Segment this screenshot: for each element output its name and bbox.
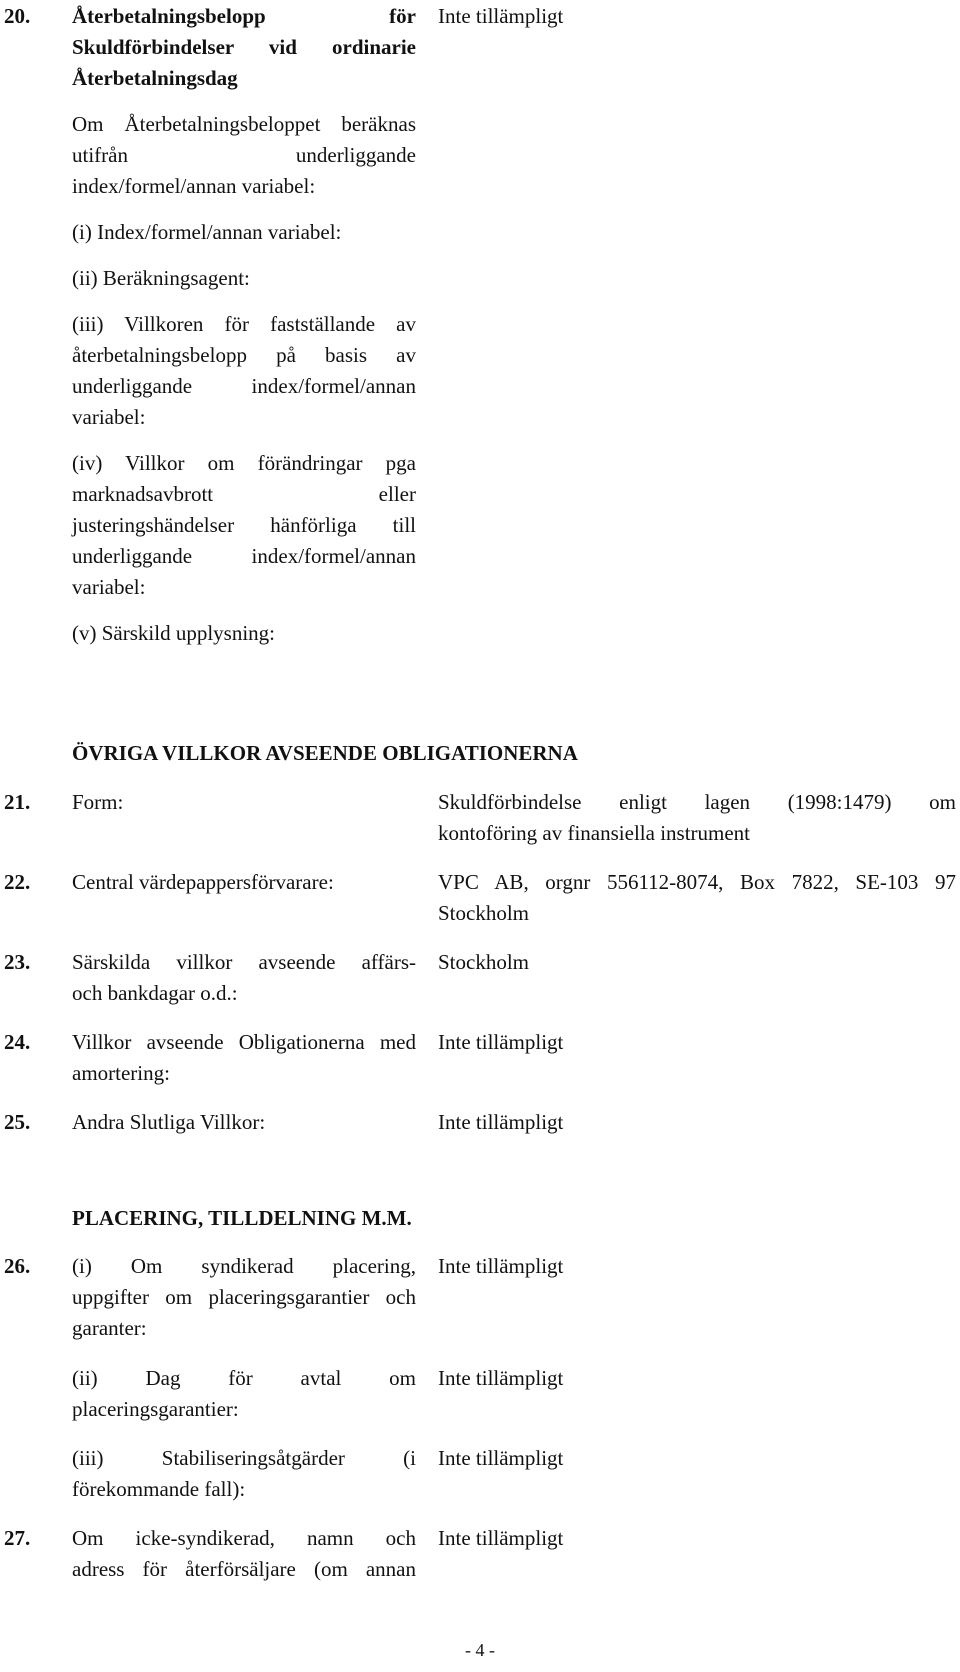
item-20-sub-iii-line-4: variabel:	[72, 405, 146, 429]
item-20-intro-line-1: Om Återbetalningsbeloppet beräknas	[72, 112, 416, 136]
item-27-number: 27.	[4, 1526, 31, 1550]
item-21-value-line-2: kontoföring av finansiella instrument	[438, 821, 751, 845]
item-27-value: Inte tillämpligt	[438, 1526, 564, 1550]
item-26-sub-i-line-1: (i) Om syndikerad placering,	[72, 1254, 416, 1278]
item-26-sub-i-line-2: uppgifter om placeringsgarantier och	[72, 1285, 416, 1309]
item-20-sub-iv-line-2: marknadsavbrott eller	[72, 482, 416, 506]
item-26-sub-iii-line-1: (iii) Stabiliseringsåtgärder (i	[72, 1446, 416, 1470]
item-20-intro-line-3: index/formel/annan variabel:	[72, 174, 316, 198]
item-26-sub-i-value: Inte tillämpligt	[438, 1254, 564, 1278]
item-21-number: 21.	[4, 790, 31, 814]
item-25-label: Andra Slutliga Villkor:	[72, 1110, 266, 1134]
item-20-intro-line-2: utifrån underliggande	[72, 143, 416, 167]
item-24-label-line-2: amortering:	[72, 1061, 170, 1085]
item-20-sub-iv-line-3: justeringshändelser hänförliga till	[72, 513, 416, 537]
item-23-label-line-2: och bankdagar o.d.:	[72, 981, 238, 1005]
item-22-label: Central värdepappersförvarare:	[72, 870, 334, 894]
item-26-sub-iii-value: Inte tillämpligt	[438, 1446, 564, 1470]
item-20-sub-i: (i) Index/formel/annan variabel:	[72, 220, 342, 244]
item-20-title-line-2: Skuldförbindelser vid ordinarie	[72, 35, 416, 59]
item-24-value: Inte tillämpligt	[438, 1030, 564, 1054]
item-25-value: Inte tillämpligt	[438, 1110, 564, 1134]
item-20-sub-iv-line-1: (iv) Villkor om förändringar pga	[72, 451, 416, 475]
item-24-number: 24.	[4, 1030, 31, 1054]
item-20-sub-v: (v) Särskild upplysning:	[72, 621, 275, 645]
item-20-sub-iii-line-3: underliggande index/formel/annan	[72, 374, 416, 398]
item-23-value: Stockholm	[438, 950, 530, 974]
item-22-value-line-2: Stockholm	[438, 901, 530, 925]
item-23-label-line-1: Särskilda villkor avseende affärs-	[72, 950, 416, 974]
item-26-number: 26.	[4, 1254, 31, 1278]
item-20-title-line-1: Återbetalningsbelopp för	[72, 4, 416, 28]
item-25-number: 25.	[4, 1110, 31, 1134]
page-number: - 4 -	[465, 1640, 495, 1660]
item-26-sub-iii-line-2: förekommande fall):	[72, 1477, 246, 1501]
item-21-label: Form:	[72, 790, 124, 814]
section-heading-placement: PLACERING, TILLDELNING M.M.	[72, 1206, 412, 1230]
item-20-sub-iii-line-2: återbetalningsbelopp på basis av	[72, 343, 416, 367]
item-20-sub-ii: (ii) Beräkningsagent:	[72, 266, 250, 290]
item-27-label-line-2: adress för återförsäljare (om annan	[72, 1557, 416, 1581]
item-21-value-line-1: Skuldförbindelse enligt lagen (1998:1479) om	[438, 790, 956, 814]
item-20-number: 20.	[4, 4, 31, 28]
item-20-sub-iv-line-5: variabel:	[72, 575, 146, 599]
item-26-sub-i-line-3: garanter:	[72, 1316, 147, 1340]
item-20-value: Inte tillämpligt	[438, 4, 564, 28]
item-20-sub-iv-line-4: underliggande index/formel/annan	[72, 544, 416, 568]
item-22-number: 22.	[4, 870, 31, 894]
item-20-sub-iii-line-1: (iii) Villkoren för fastställande av	[72, 312, 416, 336]
item-22-value-line-1: VPC AB, orgnr 556112-8074, Box 7822, SE-103 97	[438, 870, 956, 894]
item-26-sub-ii-line-2: placeringsgarantier:	[72, 1397, 239, 1421]
item-26-sub-ii-line-1: (ii) Dag för avtal om	[72, 1366, 416, 1390]
item-27-label-line-1: Om icke-syndikerad, namn och	[72, 1526, 416, 1550]
section-heading-other-terms: ÖVRIGA VILLKOR AVSEENDE OBLIGATIONERNA	[72, 741, 578, 765]
item-24-label-line-1: Villkor avseende Obligationerna med	[72, 1030, 416, 1054]
item-20-title-line-3: Återbetalningsdag	[72, 66, 238, 90]
item-26-sub-ii-value: Inte tillämpligt	[438, 1366, 564, 1390]
item-23-number: 23.	[4, 950, 31, 974]
